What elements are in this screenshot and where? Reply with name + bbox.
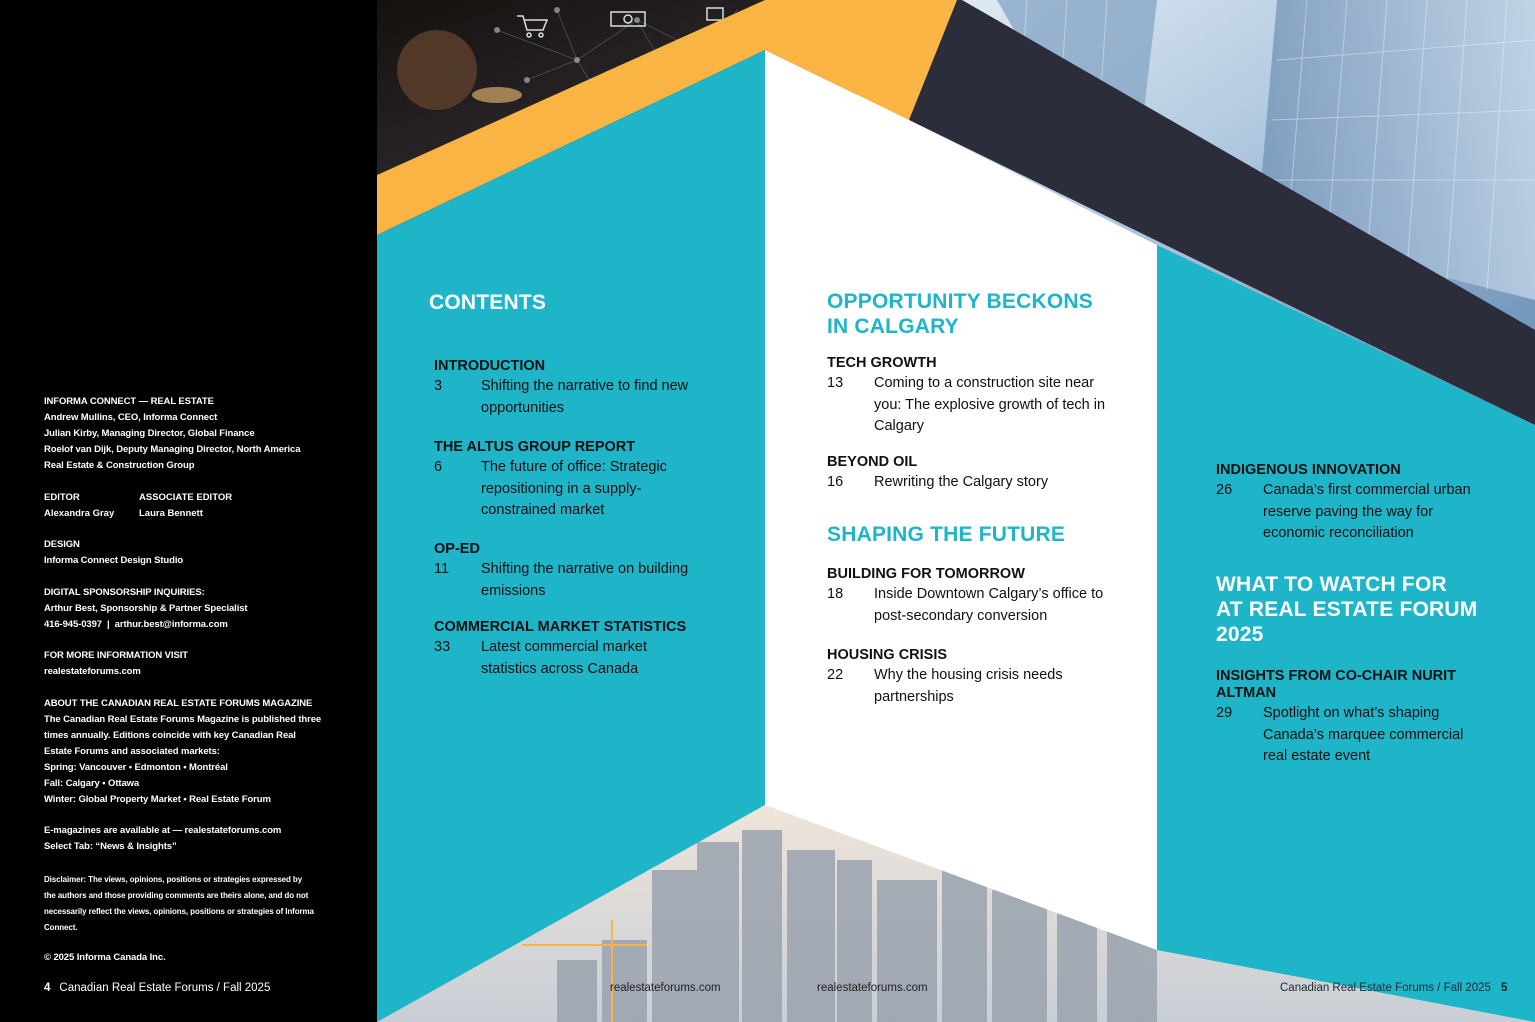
- future-heading: SHAPING THE FUTURE: [827, 523, 1066, 546]
- toc-entry[interactable]: [827, 647, 1112, 708]
- watch-heading-line: AT REAL ESTATE FORUM: [1216, 598, 1478, 621]
- toc-entry[interactable]: [434, 439, 694, 522]
- toc-description: Rewriting the Calgary story: [874, 474, 1049, 490]
- about-line: Spring: Vancouver • Edmonton • Montréal: [44, 762, 228, 773]
- copyright-block: [44, 950, 334, 966]
- footer-url-left[interactable]: realestateforums.com: [610, 982, 721, 994]
- right-page-number: 5: [1500, 982, 1508, 994]
- toc-entry[interactable]: [434, 619, 694, 680]
- masthead-panel: [0, 0, 377, 1022]
- watch-heading-line: 2025: [1216, 623, 1264, 646]
- glow-shape: [472, 87, 522, 103]
- about-line: Fall: Calgary • Ottawa: [44, 778, 140, 789]
- info-label: FOR MORE INFORMATION VISIT: [44, 650, 188, 661]
- design-block: [44, 537, 334, 569]
- toc-section-title: INSIGHTS FROM CO-CHAIR NURIT ALTMAN: [1216, 668, 1457, 701]
- info-block: [44, 648, 334, 680]
- toc-page-number: 11: [434, 561, 450, 577]
- design-label: DESIGN: [44, 539, 80, 550]
- toc-description: Spotlight on what’s shaping Canada’s marquee commercial real estate event: [1263, 705, 1464, 764]
- toc-entry[interactable]: [827, 454, 1112, 494]
- toc-entry[interactable]: [434, 358, 694, 419]
- about-line: times annually. Editions coincide with key Canadian Real: [44, 730, 296, 741]
- watch-heading: [1216, 572, 1477, 647]
- sponsorship-label: DIGITAL SPONSORSHIP INQUIRIES:: [44, 587, 205, 598]
- left-page-number: 4: [44, 982, 51, 994]
- toc-section-title: INTRODUCTION: [434, 358, 546, 374]
- toc-entry[interactable]: [827, 566, 1112, 627]
- org-block: [44, 394, 334, 474]
- about-line: Estate Forums and associated markets:: [44, 746, 220, 757]
- toc-entry[interactable]: [1216, 462, 1486, 545]
- emag-block: [44, 823, 334, 855]
- sponsorship-block: [44, 585, 334, 633]
- toc-entry[interactable]: [1216, 668, 1486, 768]
- right-page-footer: [1280, 982, 1507, 994]
- toc-section-title: OP-ED: [434, 541, 480, 557]
- contents-heading: CONTENTS: [429, 291, 547, 314]
- org-line: Real Estate & Construction Group: [44, 460, 195, 471]
- toc-page-number: 13: [827, 375, 844, 391]
- watch-heading-line: WHAT TO WATCH FOR: [1216, 573, 1447, 596]
- associate-editor-name: Laura Bennett: [139, 508, 203, 519]
- info-url[interactable]: realestateforums.com: [44, 666, 141, 677]
- org-title: INFORMA CONNECT — REAL ESTATE: [44, 396, 214, 407]
- design-name: Informa Connect Design Studio: [44, 555, 184, 566]
- org-line: Roelof van Dijk, Deputy Managing Director, North America: [44, 444, 301, 455]
- sponsorship-contact: 416-945-0397 | arthur.best@informa.com: [44, 619, 228, 630]
- toc-description: Why the housing crisis needs partnerships: [874, 667, 1063, 705]
- toc-description: Shifting the narrative to find new opportunities: [481, 378, 689, 416]
- toc-description: Coming to a construction site near you: The explosive growth of tech in Calgary: [874, 375, 1106, 434]
- toc-page-number: 18: [827, 586, 844, 602]
- toc-page-number: 3: [434, 378, 443, 394]
- left-page-footer: [44, 982, 270, 994]
- editor-name: Alexandra Gray: [44, 508, 115, 519]
- calgary-heading: [827, 289, 1093, 339]
- left-footer-title: Canadian Real Estate Forums / Fall 2025: [59, 982, 271, 994]
- toc-section-title: HOUSING CRISIS: [827, 647, 948, 663]
- disclaimer-line: Disclaimer: The views, opinions, positions or strategies expressed by: [44, 875, 303, 884]
- toc-page-number: 16: [827, 474, 844, 490]
- toc-section-title: BEYOND OIL: [827, 454, 918, 470]
- emag-line: Select Tab: “News & Insights”: [44, 841, 177, 852]
- about-label: ABOUT THE CANADIAN REAL ESTATE FORUMS MAGAZINE: [44, 698, 313, 709]
- disclaimer-block: [44, 872, 334, 936]
- toc-description: Canada’s first commercial urban reserve paving the way for economic reconciliation: [1263, 482, 1471, 541]
- toc-section-title: INDIGENOUS INNOVATION: [1216, 462, 1401, 478]
- editor-label: EDITOR: [44, 492, 80, 503]
- toc-description: Inside Downtown Calgary’s office to post-secondary conversion: [874, 586, 1104, 624]
- emag-line: E-magazines are available at — realestateforums.com: [44, 825, 282, 836]
- associate-editor-label: ASSOCIATE EDITOR: [139, 492, 233, 503]
- org-line: Andrew Mullins, CEO, Informa Connect: [44, 412, 218, 423]
- disclaimer-line: Connect.: [44, 923, 78, 932]
- toc-section-title: BUILDING FOR TOMORROW: [827, 566, 1025, 582]
- about-line: The Canadian Real Estate Forums Magazine is published three: [44, 714, 322, 725]
- sponsorship-name: Arthur Best, Sponsorship & Partner Specialist: [44, 603, 248, 614]
- toc-section-title: TECH GROWTH: [827, 355, 937, 371]
- right-footer-title: Canadian Real Estate Forums / Fall 2025: [1280, 982, 1491, 994]
- disclaimer-line: the authors and those providing comments are theirs alone, and do not: [44, 891, 309, 900]
- copyright: © 2025 Informa Canada Inc.: [44, 952, 166, 963]
- toc-page-number: 26: [1216, 482, 1233, 498]
- toc-description: The future of office: Strategic repositioning in a supply-constrained market: [481, 459, 667, 518]
- footer-url-right[interactable]: realestateforums.com: [817, 982, 928, 994]
- toc-page-number: 33: [434, 639, 451, 655]
- disclaimer-line: necessarily reflect the views, opinions, positions or strategies of Informa: [44, 907, 314, 916]
- toc-entry[interactable]: [827, 355, 1112, 438]
- org-line: Julian Kirby, Managing Director, Global Finance: [44, 428, 255, 439]
- toc-entry[interactable]: [434, 541, 694, 602]
- calgary-heading-line: IN CALGARY: [827, 315, 959, 338]
- about-line: Winter: Global Property Market • Real Estate Forum: [44, 794, 271, 805]
- toc-section-title: THE ALTUS GROUP REPORT: [434, 439, 636, 455]
- calgary-heading-line: OPPORTUNITY BECKONS: [827, 290, 1093, 313]
- toc-description: Shifting the narrative on building emissions: [481, 561, 689, 599]
- toc-page-number: 22: [827, 667, 844, 683]
- contents-page: [377, 0, 1535, 1022]
- toc-description: Latest commercial market statistics across Canada: [481, 639, 647, 677]
- toc-page-number: 6: [434, 459, 443, 475]
- hand-shape: [397, 30, 477, 110]
- toc-page-number: 29: [1216, 705, 1233, 721]
- toc-section-title: COMMERCIAL MARKET STATISTICS: [434, 619, 687, 635]
- about-block: [44, 696, 334, 808]
